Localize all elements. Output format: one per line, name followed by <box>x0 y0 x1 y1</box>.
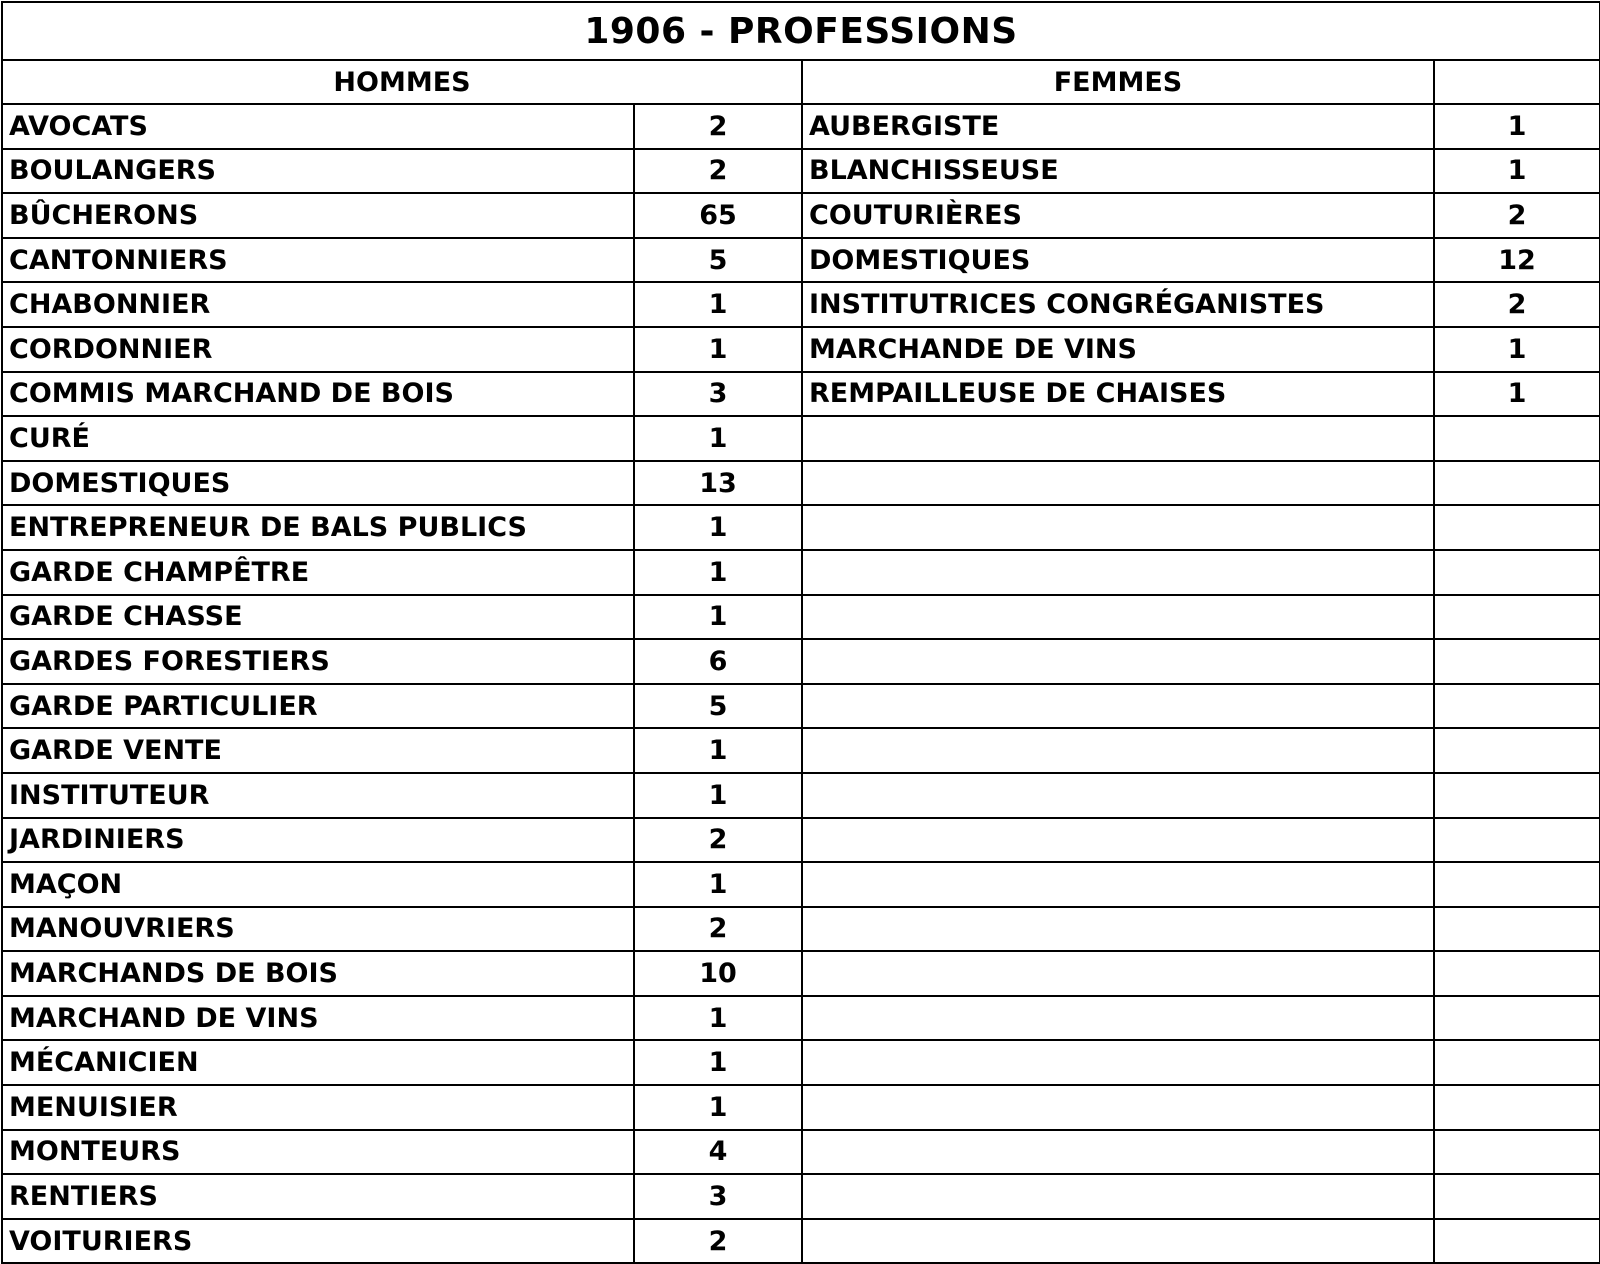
hommes-profession: CANTONNIERS <box>2 238 634 283</box>
table-row <box>2 1040 1600 1085</box>
hommes-profession: MANOUVRIERS <box>2 907 634 952</box>
hommes-profession: MARCHAND DE VINS <box>2 996 634 1041</box>
femmes-profession <box>802 461 1434 506</box>
femmes-count <box>1434 951 1600 996</box>
professions-table <box>1 1 1600 1264</box>
hommes-profession: VOITURIERS <box>2 1219 634 1264</box>
table-row <box>2 951 1600 996</box>
hommes-count: 2 <box>634 149 802 194</box>
femmes-count <box>1434 684 1600 729</box>
hommes-count: 2 <box>634 1219 802 1264</box>
table-row <box>2 238 1600 283</box>
femmes-header: FEMMES <box>802 60 1434 104</box>
hommes-count: 1 <box>634 728 802 773</box>
hommes-count: 13 <box>634 461 802 506</box>
hommes-count: 5 <box>634 684 802 729</box>
hommes-count: 1 <box>634 327 802 372</box>
hommes-profession: GARDE CHASSE <box>2 595 634 640</box>
table-row <box>2 1174 1600 1219</box>
header-row <box>2 60 1600 104</box>
femmes-count: 1 <box>1434 149 1600 194</box>
femmes-count: 1 <box>1434 372 1600 417</box>
femmes-count <box>1434 1130 1600 1175</box>
hommes-profession: CHABONNIER <box>2 282 634 327</box>
hommes-count: 1 <box>634 416 802 461</box>
hommes-count: 1 <box>634 550 802 595</box>
femmes-count: 2 <box>1434 282 1600 327</box>
femmes-count <box>1434 862 1600 907</box>
femmes-count: 1 <box>1434 327 1600 372</box>
femmes-count <box>1434 818 1600 863</box>
hommes-profession: GARDE VENTE <box>2 728 634 773</box>
hommes-count: 1 <box>634 862 802 907</box>
femmes-count <box>1434 907 1600 952</box>
hommes-count: 2 <box>634 104 802 149</box>
femmes-count <box>1434 1219 1600 1264</box>
table-row <box>2 327 1600 372</box>
hommes-count: 5 <box>634 238 802 283</box>
femmes-count <box>1434 595 1600 640</box>
femmes-profession <box>802 595 1434 640</box>
femmes-profession: REMPAILLEUSE DE CHAISES <box>802 372 1434 417</box>
table-row <box>2 728 1600 773</box>
table-row <box>2 1085 1600 1130</box>
femmes-profession <box>802 1130 1434 1175</box>
hommes-profession: AVOCATS <box>2 104 634 149</box>
femmes-profession: AUBERGISTE <box>802 104 1434 149</box>
femmes-count <box>1434 416 1600 461</box>
table-row <box>2 996 1600 1041</box>
femmes-profession <box>802 505 1434 550</box>
hommes-count: 6 <box>634 639 802 684</box>
hommes-header: HOMMES <box>2 60 802 104</box>
hommes-profession: MAÇON <box>2 862 634 907</box>
femmes-profession <box>802 773 1434 818</box>
table-row <box>2 907 1600 952</box>
femmes-count <box>1434 505 1600 550</box>
femmes-count: 1 <box>1434 104 1600 149</box>
hommes-count: 1 <box>634 1040 802 1085</box>
hommes-profession: BÛCHERONS <box>2 193 634 238</box>
table-row <box>2 773 1600 818</box>
femmes-count <box>1434 773 1600 818</box>
table-row <box>2 416 1600 461</box>
table-row <box>2 684 1600 729</box>
femmes-profession <box>802 1040 1434 1085</box>
hommes-profession: RENTIERS <box>2 1174 634 1219</box>
table-row <box>2 193 1600 238</box>
table-row <box>2 639 1600 684</box>
femmes-count-header <box>1434 60 1600 104</box>
femmes-profession: MARCHANDE DE VINS <box>802 327 1434 372</box>
femmes-profession: COUTURIÈRES <box>802 193 1434 238</box>
femmes-profession <box>802 1085 1434 1130</box>
hommes-count: 1 <box>634 595 802 640</box>
hommes-profession: COMMIS MARCHAND DE BOIS <box>2 372 634 417</box>
hommes-count: 3 <box>634 372 802 417</box>
table-row <box>2 372 1600 417</box>
femmes-count: 2 <box>1434 193 1600 238</box>
table-row <box>2 505 1600 550</box>
table-row <box>2 595 1600 640</box>
hommes-profession: CURÉ <box>2 416 634 461</box>
table-row <box>2 1130 1600 1175</box>
hommes-count: 1 <box>634 996 802 1041</box>
femmes-profession: BLANCHISSEUSE <box>802 149 1434 194</box>
femmes-count: 12 <box>1434 238 1600 283</box>
femmes-count <box>1434 728 1600 773</box>
femmes-profession <box>802 728 1434 773</box>
hommes-profession: MONTEURS <box>2 1130 634 1175</box>
table-row <box>2 149 1600 194</box>
hommes-profession: MÉCANICIEN <box>2 1040 634 1085</box>
hommes-count: 10 <box>634 951 802 996</box>
hommes-profession: GARDE CHAMPÊTRE <box>2 550 634 595</box>
hommes-count: 1 <box>634 282 802 327</box>
hommes-profession: JARDINIERS <box>2 818 634 863</box>
hommes-profession: DOMESTIQUES <box>2 461 634 506</box>
table-row <box>2 104 1600 149</box>
hommes-profession: INSTITUTEUR <box>2 773 634 818</box>
femmes-profession <box>802 1174 1434 1219</box>
hommes-count: 3 <box>634 1174 802 1219</box>
hommes-profession: MENUISIER <box>2 1085 634 1130</box>
hommes-count: 1 <box>634 773 802 818</box>
femmes-count <box>1434 550 1600 595</box>
hommes-profession: GARDES FORESTIERS <box>2 639 634 684</box>
femmes-count <box>1434 1085 1600 1130</box>
hommes-count: 2 <box>634 818 802 863</box>
hommes-profession: ENTREPRENEUR DE BALS PUBLICS <box>2 505 634 550</box>
femmes-profession <box>802 818 1434 863</box>
femmes-profession <box>802 951 1434 996</box>
title-row <box>2 2 1600 60</box>
femmes-count <box>1434 461 1600 506</box>
femmes-profession <box>802 1219 1434 1264</box>
hommes-count: 1 <box>634 1085 802 1130</box>
table-row <box>2 461 1600 506</box>
femmes-count <box>1434 996 1600 1041</box>
hommes-count: 4 <box>634 1130 802 1175</box>
femmes-count <box>1434 639 1600 684</box>
table-row <box>2 1219 1600 1264</box>
femmes-count <box>1434 1174 1600 1219</box>
femmes-profession: DOMESTIQUES <box>802 238 1434 283</box>
hommes-count: 1 <box>634 505 802 550</box>
hommes-profession: GARDE PARTICULIER <box>2 684 634 729</box>
femmes-profession <box>802 907 1434 952</box>
table-row <box>2 862 1600 907</box>
page-title: 1906 - PROFESSIONS <box>2 2 1600 60</box>
femmes-count <box>1434 1040 1600 1085</box>
table-row <box>2 818 1600 863</box>
hommes-profession: MARCHANDS DE BOIS <box>2 951 634 996</box>
hommes-profession: BOULANGERS <box>2 149 634 194</box>
table-row <box>2 282 1600 327</box>
femmes-profession: INSTITUTRICES CONGRÉGANISTES <box>802 282 1434 327</box>
hommes-profession: CORDONNIER <box>2 327 634 372</box>
femmes-profession <box>802 639 1434 684</box>
hommes-count: 2 <box>634 907 802 952</box>
femmes-profession <box>802 550 1434 595</box>
femmes-profession <box>802 684 1434 729</box>
femmes-profession <box>802 996 1434 1041</box>
table-row <box>2 550 1600 595</box>
femmes-profession <box>802 862 1434 907</box>
hommes-count: 65 <box>634 193 802 238</box>
femmes-profession <box>802 416 1434 461</box>
